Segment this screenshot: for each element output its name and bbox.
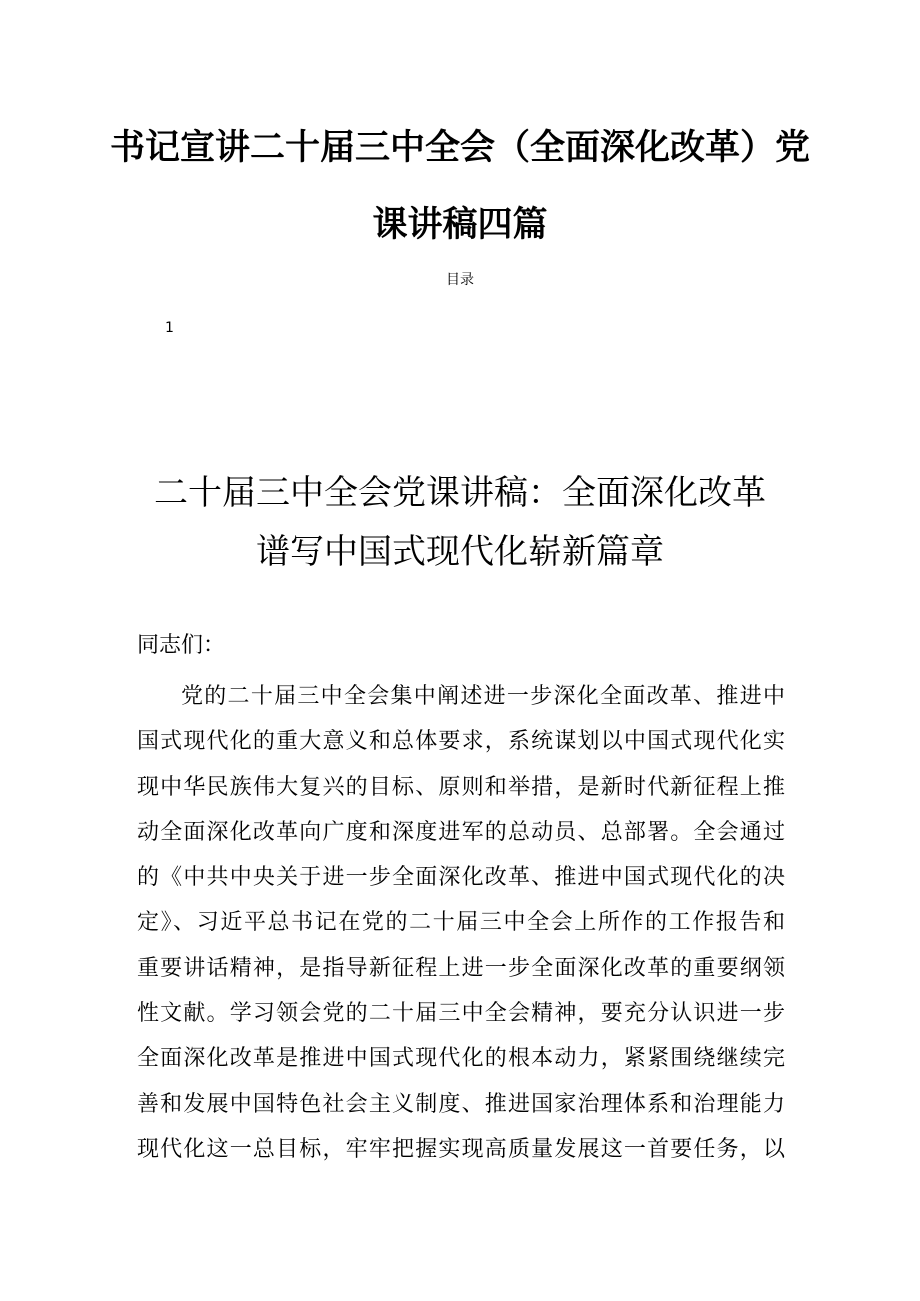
paragraph-line: 重要讲话精神，是指导新征程上进一步全面深化改革的重要纲领 — [137, 955, 785, 981]
paragraph-line: 性文献。学习领会党的二十届三中全会精神，要充分认识进一步 — [137, 1001, 785, 1027]
paragraph-line: 动全面深化改革向广度和深度进军的总动员、总部署。全会通过 — [137, 819, 785, 845]
paragraph-line: 党的二十届三中全会集中阐述进一步深化全面改革、推进中 — [181, 684, 785, 709]
document-title-line-2: 课讲稿四篇 — [372, 205, 548, 245]
paragraph-line: 的《中共中央关于进一步全面深化改革、推进中国式现代化的决 — [137, 865, 785, 891]
document-title-line-1: 书记宣讲二十届三中全会（全面深化改革）党 — [109, 128, 810, 168]
article-paragraph — [137, 674, 785, 1172]
paragraph-line: 善和发展中国特色社会主义制度、推进国家治理体系和治理能力 — [137, 1091, 785, 1117]
salutation: 同志们： — [137, 633, 226, 658]
article-title-line-1: 二十届三中全会党课讲稿：全面深化改革 — [154, 473, 766, 513]
paragraph-line: 全面深化改革是推进中国式现代化的根本动力，紧紧围绕继续完 — [137, 1046, 785, 1072]
paragraph-line: 定》、习近平总书记在党的二十届三中全会上所作的工作报告和 — [137, 910, 785, 936]
paragraph-line: 现中华民族伟大复兴的目标、原则和举措，是新时代新征程上推 — [137, 774, 785, 800]
paragraph-line: 国式现代化的重大意义和总体要求，系统谋划以中国式现代化实 — [137, 729, 785, 755]
toc-heading: 目录 — [446, 272, 474, 288]
article-title-line-2: 谱写中国式现代化崭新篇章 — [256, 532, 664, 572]
toc-entry-1[interactable]: 1 — [165, 320, 174, 336]
paragraph-line: 现代化这一总目标，牢牢把握实现高质量发展这一首要任务，以 — [137, 1136, 785, 1162]
